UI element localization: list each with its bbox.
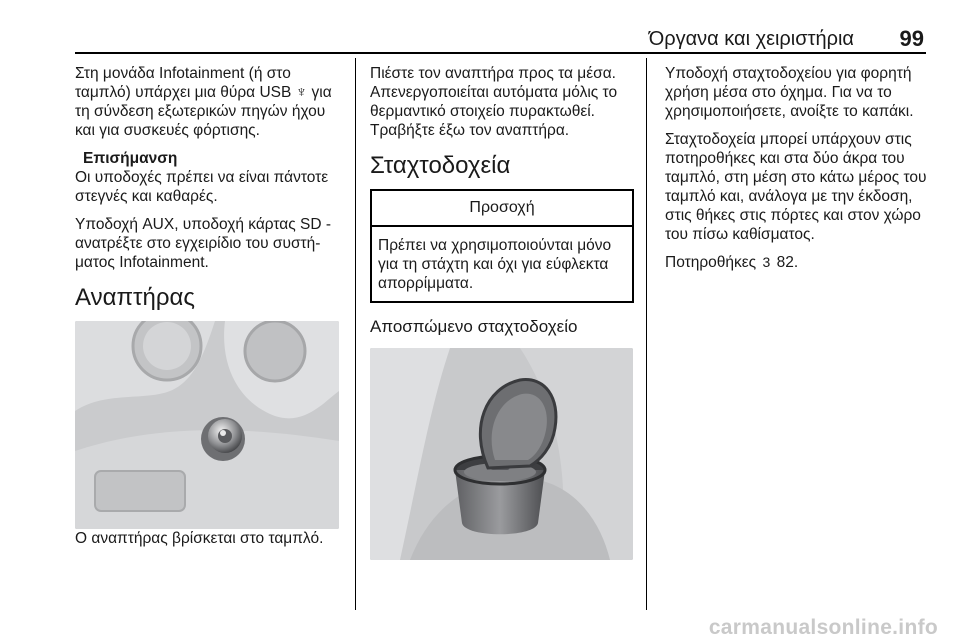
section-title-ashtrays: Σταχτοδοχεία	[370, 152, 511, 179]
page-reference-icon: 3	[762, 254, 771, 270]
page-header	[75, 26, 930, 52]
watermark: carmanualsonline.info	[708, 616, 938, 639]
cupholders-page[interactable]: 82.	[776, 254, 799, 271]
column-divider-1	[355, 58, 356, 610]
ashtray-locations-text: Σταχτοδοχεία μπορεί υπάρχουν στις ποτηροθήκες και στα δύο άκρα του ταμπλό, στη μέση στο κάτω μέρος του ταμπλό και, ανάλογα με την έκδοση, στις θήκες στις πόρτες και στον χώρο του πίσω καθίσματος.	[665, 131, 927, 243]
column-2	[370, 64, 634, 560]
usb-intro-text: Στη μονάδα Infotainment (ή στο ταμπλό) υπάρχει μια θύρα USB ♆ για τη σύνδεση εξωτερικών πηγών ήχου και για συσκευές φόρτισης.	[75, 65, 332, 139]
lighter-caption: Ο αναπτήρας βρίσκεται στο ταμπλό.	[75, 530, 324, 547]
page-number: 99	[899, 26, 924, 51]
cupholders-label: Ποτηροθήκες	[665, 254, 757, 271]
ashtray-illustration	[370, 348, 633, 560]
column-3	[665, 64, 935, 281]
header-rule	[75, 52, 926, 54]
cupholders-reference	[665, 253, 935, 272]
portable-ashtray-text: Υποδοχή σταχτοδοχείου για φορητή χρήση μέσα στο όχημα. Για να το χρησιμοποιήσετε, ανοίξτε το καπάκι.	[665, 65, 914, 120]
page-title: Όργανα και χειριστήρια	[648, 28, 854, 50]
note-title: Επισήμανση	[83, 150, 178, 167]
column-1	[75, 64, 347, 557]
caution-title: Προσοχή	[372, 191, 632, 227]
caution-box	[370, 189, 634, 303]
column-divider-2	[646, 58, 647, 610]
section-title-lighter: Αναπτήρας	[75, 284, 195, 311]
subsection-title-removable-ashtray: Αποσπώμενο σταχτοδοχείο	[370, 317, 578, 336]
note-text: Οι υποδοχές πρέπει να είναι πάντοτε στεγνές και καθαρές.	[75, 169, 329, 205]
lighter-illustration	[75, 321, 339, 529]
aux-text: Υποδοχή AUX, υποδοχή κάρτας SD - ανατρέξτε στο εγχειρίδιο του συστή-ματος Infotainment.	[75, 216, 332, 271]
lighter-instructions: Πιέστε τον αναπτήρα προς τα μέσα. Απενεργοποιείται αυτόματα μόλις το θερμαντικό στοιχείο πυρακτωθεί. Τραβήξτε έξω τον αναπτήρα.	[370, 65, 618, 139]
caution-text: Πρέπει να χρησιμοποιούνται μόνο για τη στάχτη και όχι για εύφλεκτα απορρίμματα.	[378, 237, 612, 292]
